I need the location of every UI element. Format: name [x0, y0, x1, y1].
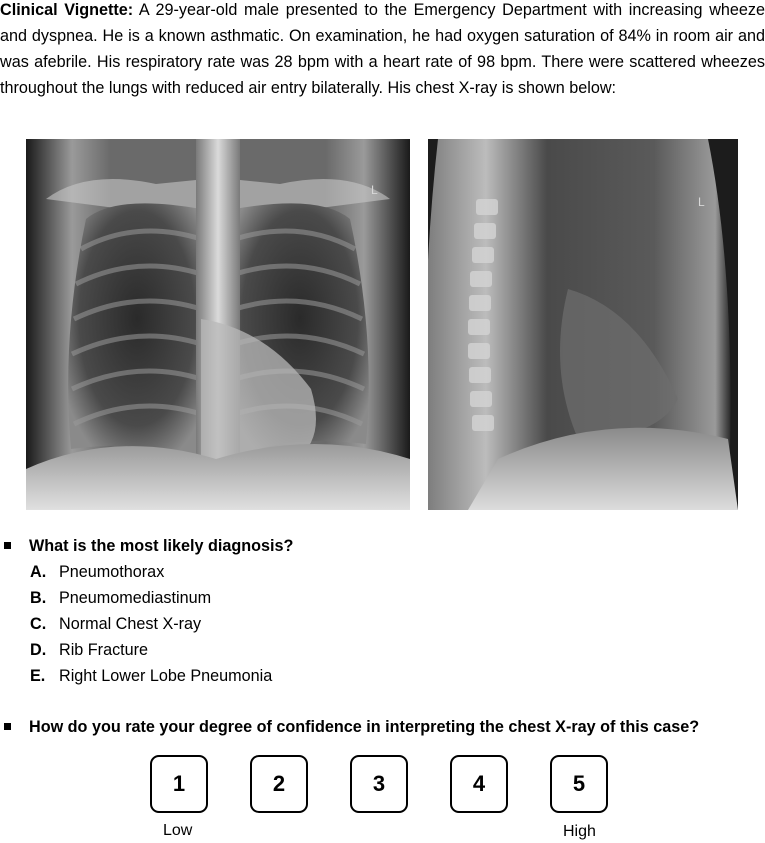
rating-button-5[interactable]: 5 [550, 755, 608, 813]
option-label: Rib Fracture [59, 641, 149, 659]
option-d[interactable] [30, 641, 148, 660]
lateral-side-marker: L [698, 195, 705, 209]
rating-button-2[interactable]: 2 [250, 755, 308, 813]
question-diagnosis-text: What is the most likely diagnosis? [29, 537, 294, 555]
clinical-vignette [0, 0, 765, 101]
option-c[interactable] [30, 615, 201, 634]
option-a[interactable] [30, 563, 164, 582]
option-letter: C. [30, 615, 47, 633]
option-label: Right Lower Lobe Pneumonia [59, 667, 273, 685]
chest-xray-lateral-image [428, 139, 738, 510]
option-letter: A. [30, 563, 47, 581]
pa-side-marker: L [371, 183, 378, 197]
option-label: Pneumomediastinum [59, 589, 212, 607]
question-confidence [0, 718, 699, 737]
option-letter: E. [30, 667, 46, 685]
vignette-text: A 29-year-old male presented to the Emergency Department with increasing wheeze and dyspnea. He is a known asthmatic. On examination, he had oxygen saturation of 84% in room air and was afebrile. His respiratory rate was 28 bpm with a heart rate of 98 bpm. There were scattered wheezes throughout the lungs with reduced air entry bilaterally. His chest X-ray is shown below: [0, 1, 765, 97]
question-confidence-text: How do you rate your degree of confidence in interpreting the chest X-ray of this case? [29, 718, 700, 736]
option-label: Pneumothorax [59, 563, 165, 581]
bullet-icon [4, 723, 11, 730]
option-letter: D. [30, 641, 47, 659]
vignette-heading: Clinical Vignette: [0, 1, 134, 19]
option-e[interactable] [30, 667, 272, 686]
option-label: Normal Chest X-ray [59, 615, 202, 633]
scale-high-label: High [563, 823, 596, 840]
option-b[interactable] [30, 589, 211, 608]
chest-xray-pa-image [26, 139, 410, 510]
rating-button-1[interactable]: 1 [150, 755, 208, 813]
rating-button-3[interactable]: 3 [350, 755, 408, 813]
option-letter: B. [30, 589, 47, 607]
question-diagnosis [0, 537, 293, 556]
scale-low-label: Low [163, 822, 193, 839]
rating-button-4[interactable]: 4 [450, 755, 508, 813]
bullet-icon [4, 542, 11, 549]
